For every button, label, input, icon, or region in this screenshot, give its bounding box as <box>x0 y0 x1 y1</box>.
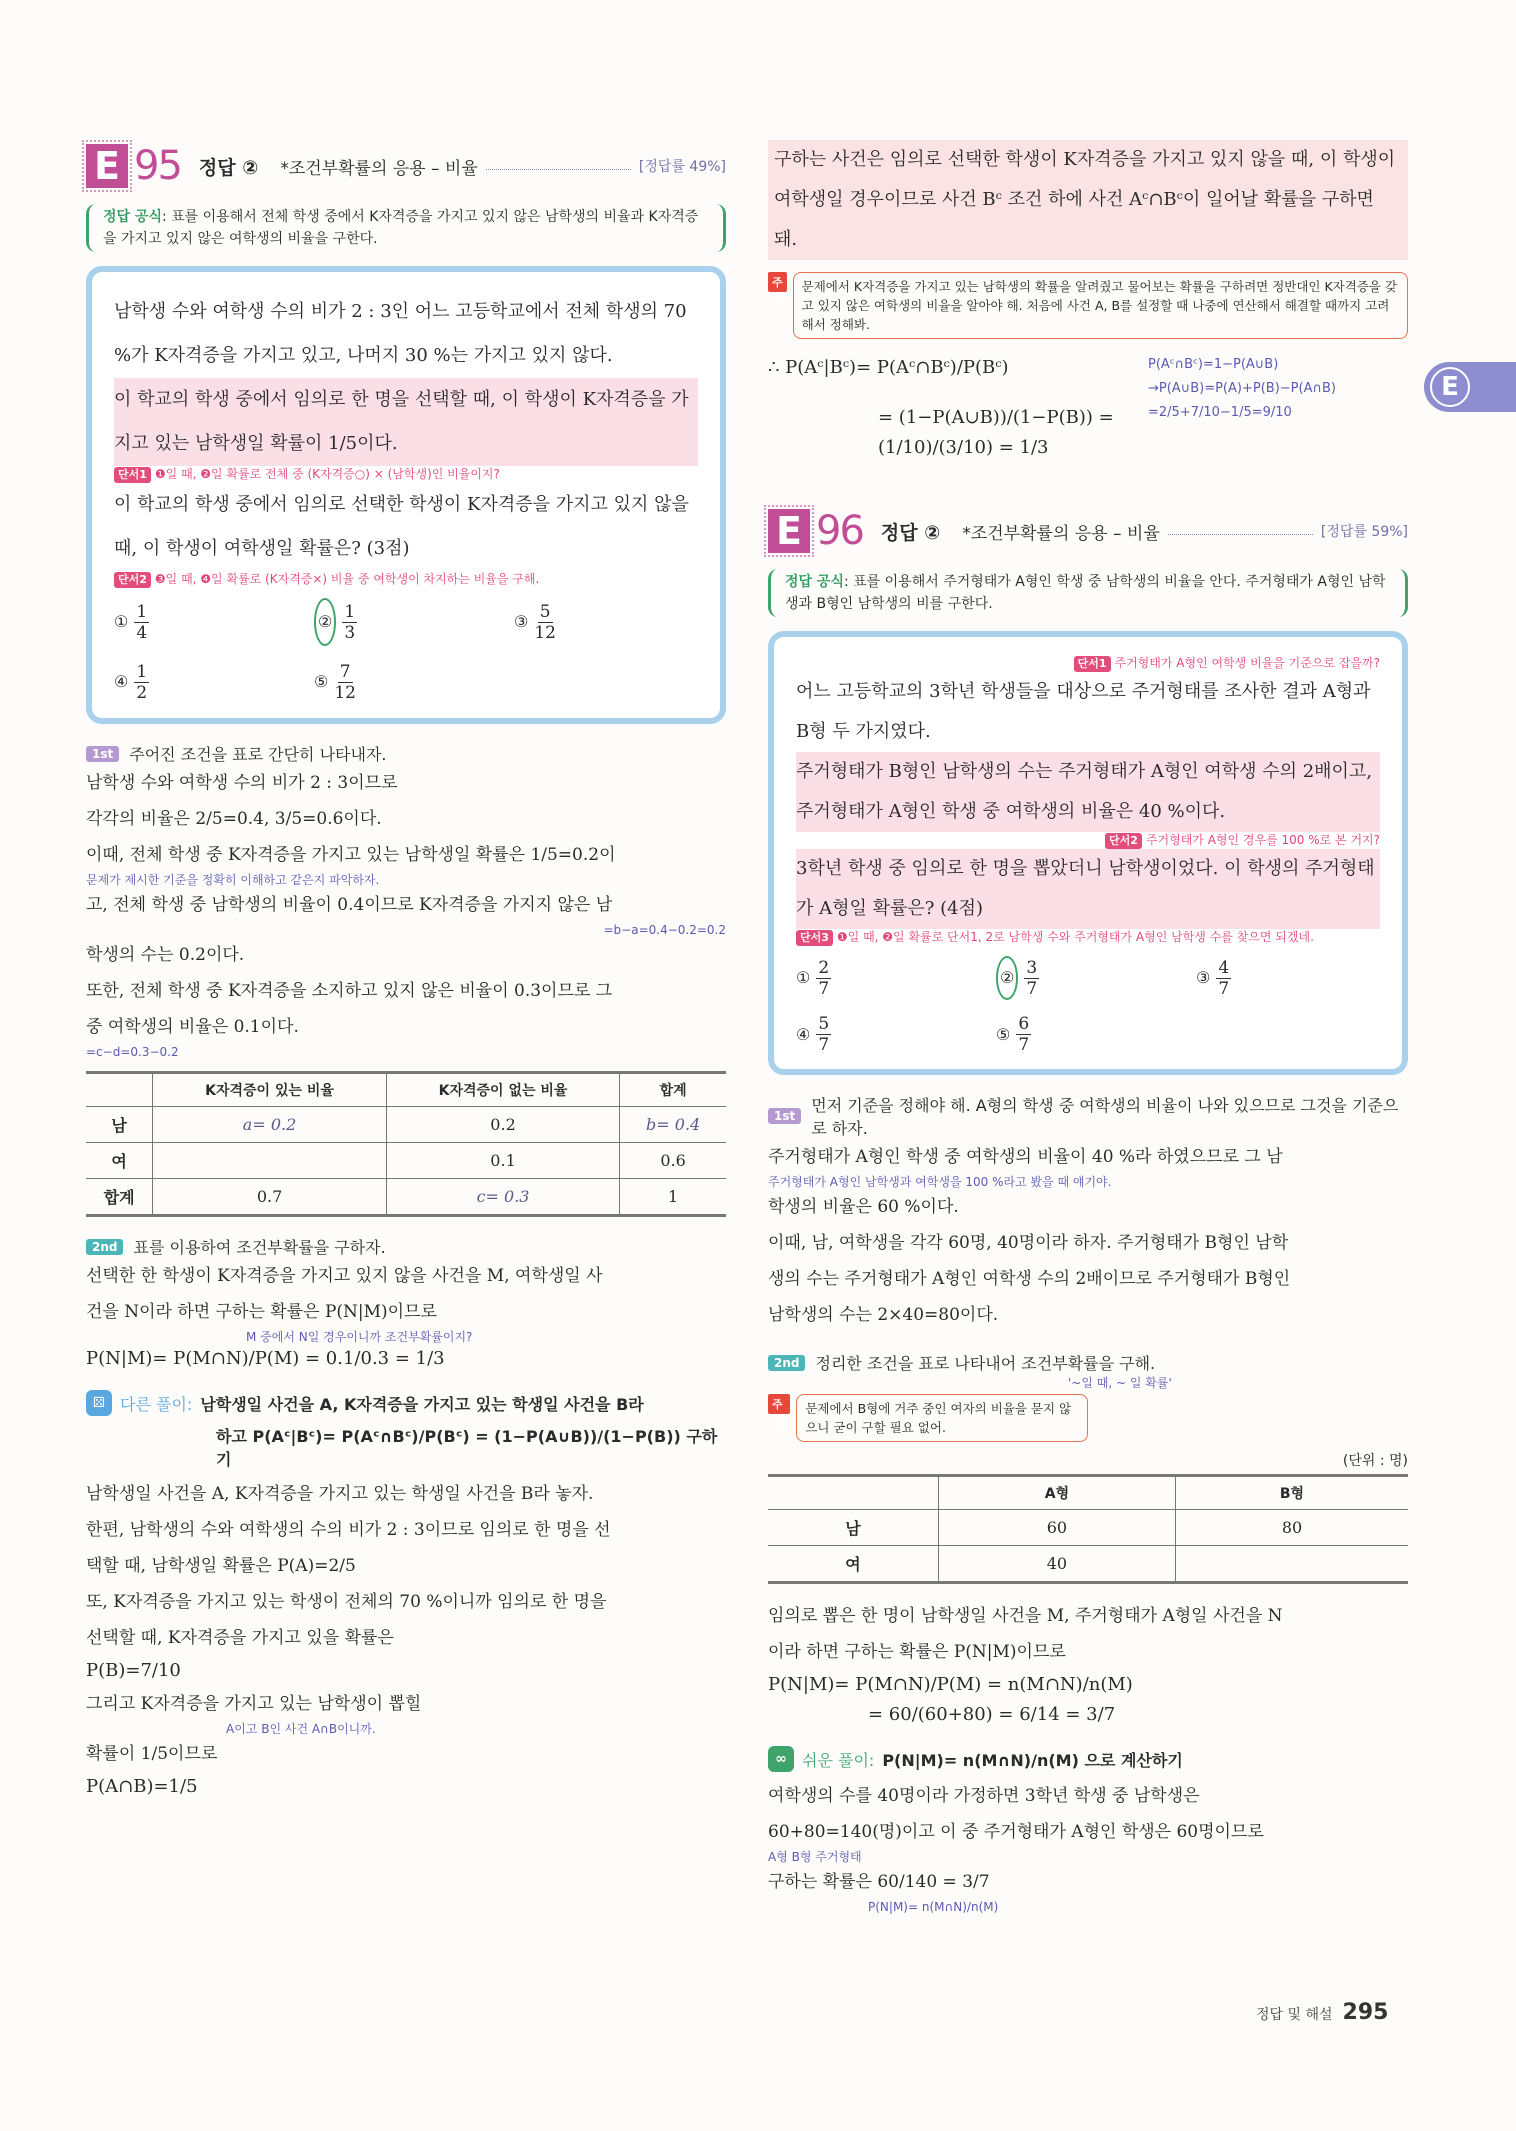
step-title: 먼저 기준을 정해야 해. A형의 학생 중 여학생의 비율이 나와 있으므로 그것을 기준으로 하자. <box>811 1096 1399 1138</box>
easy-title: P(N|M)= n(M∩N)/n(M) 으로 계산하기 <box>882 1750 1183 1770</box>
left-column <box>86 140 726 1802</box>
step-badge: 1st <box>86 746 119 762</box>
answer-label: 정답 ② <box>198 156 259 179</box>
chapter-badge: E <box>86 144 128 188</box>
question-box <box>768 631 1408 1075</box>
question-line-2: 주거형태가 B형인 남학생의 수는 주거형태가 A형인 여학생 수의 2배이고, 주거형태가 A형인 학생 중 여학생의 비율은 40 %이다. <box>796 752 1380 832</box>
question-line-2: 이 학교의 학생 중에서 임의로 한 명을 선택할 때, 이 학생이 K자격증을 가지고 있는 남학생일 확률이 1/5이다. <box>114 378 698 466</box>
unit-label: (단위 : 명) <box>1342 1453 1408 1469</box>
easy-solution-header <box>768 1746 1408 1772</box>
step-title: 주어진 조건을 표로 간단히 나타내자. <box>129 745 387 764</box>
alt-title: 남학생일 사건을 A, K자격증을 가지고 있는 학생일 사건을 B라 <box>200 1394 644 1414</box>
caution-tag: 주의 <box>768 272 787 292</box>
choice-4[interactable]: ④ $\frac{5}{7}$ <box>796 1014 830 1055</box>
hint-2: 단서2 ❸일 때, ❹일 확률로 (K자격증×) 비율 중 여학생이 차지하는 비율을 구해. <box>114 571 698 588</box>
equation: = 60/(60+80) = 6/14 = 3/7 <box>868 1704 1116 1725</box>
step-2-header <box>86 1235 726 1258</box>
question-line-3: 3학년 학생 중 임의로 한 명을 뽑았더니 남학생이었다. 이 학생의 주거형태가 A형일 확률은? (4점) <box>796 849 1380 929</box>
formula-text: : 표를 이용해서 전체 학생 중에서 K자격증을 가지고 있지 않은 남학생의 비율과 K자격증을 가지고 있지 않은 여학생의 비율을 구한다. <box>103 209 699 247</box>
answer-label: 정답 ② <box>880 521 941 544</box>
answer-choices <box>796 956 1380 1055</box>
equation: P(N|M)= P(M∩N)/P(M) = 0.1/0.3 = 1/3 <box>86 1348 445 1369</box>
problem-95-header <box>86 140 726 192</box>
alternative-solution-header <box>86 1390 726 1416</box>
annotation: =b−a=0.4−0.2=0.2 <box>603 923 726 937</box>
question-line-3: 이 학교의 학생 중에서 임의로 선택한 학생이 K자격증을 가지고 있지 않을 때, 이 학생이 여학생일 확률은? (3점) <box>114 494 689 559</box>
alt-label: 다른 풀이: <box>120 1394 193 1414</box>
choice-5[interactable]: ⑤ $\frac{6}{7}$ <box>996 1014 1030 1055</box>
step-2-body: 임의로 뽑은 한 명이 남학생일 사건을 M, 주거형태가 A형일 사건을 N 이라 하면 구하는 확률은 P(N|M)이므로 P(N|M)= P(M∩N)/P(M) = n(M∩N)/n(M) = 60/(60+80) = 6/14 = 3/7 <box>768 1598 1408 1730</box>
question-line-1: 어느 고등학교의 3학년 학생들을 대상으로 주거형태를 조사한 결과 A형과 B형 두 가지였다. <box>796 681 1371 742</box>
annotation: P(N|M)= n(M∩N)/n(M) <box>868 1900 999 1914</box>
choice-4[interactable]: ④ $\frac{1}{2}$ <box>114 661 148 703</box>
hint-3: 단서3 ❶일 때, ❷일 확률로 단서1, 2로 남학생 수와 주거형태가 A형인 남학생 수를 찾으면 되겠네. <box>796 929 1380 946</box>
hint-1: 단서1 ❶일 때, ❷일 확률로 전체 중 (K자격증○) × (남학생)인 비율이지? <box>114 466 698 483</box>
choice-1[interactable]: ① $\frac{2}{7}$ <box>796 957 830 999</box>
table-row: 여 0.1 0.6 <box>86 1143 726 1179</box>
annotation: 주거형태가 A형인 남학생과 여학생을 100 %라고 봤을 때 얘기야. <box>768 1175 1112 1189</box>
choice-2-correct[interactable]: ② $\frac{3}{7}$ <box>996 956 1196 1000</box>
ratio-table: K자격증이 있는 비율 K자격증이 없는 비율 합계 남 a= 0.2 0.2 b= 0.4 여 0.1 0.6 합계 0.7 c= 0.3 1 <box>86 1071 726 1217</box>
hint-1: 단서1 주거형태가 A형인 여학생 비율을 기준으로 잡을까? <box>796 655 1380 672</box>
correct-mark-icon: ② <box>996 956 1018 1000</box>
question-box <box>86 266 726 724</box>
equation: P(N|M)= P(M∩N)/P(M) = n(M∩N)/n(M) <box>768 1674 1133 1695</box>
binoculars-icon: ∞ <box>768 1746 794 1772</box>
annotation: A이고 B인 사건 A∩B이니까. <box>226 1722 376 1736</box>
caution-text: 문제에서 B형에 거주 중인 여자의 비율을 묻지 않으니 굳이 구할 필요 없어. <box>796 1394 1088 1442</box>
correct-rate: [정답률 49%] <box>638 159 726 175</box>
easy-label: 쉬운 풀이: <box>802 1750 875 1770</box>
step-title: 표를 이용하여 조건부확률을 구하자. <box>133 1238 386 1257</box>
table-row: 남 a= 0.2 0.2 b= 0.4 <box>86 1107 726 1143</box>
annotation: A형 B형 주거형태 <box>768 1850 862 1864</box>
annotation: '~일 때, ~ 일 확률' <box>1068 1376 1172 1390</box>
page-footer <box>1256 2000 1388 2025</box>
residence-table: A형 B형 남 60 80 여 40 <box>768 1474 1408 1584</box>
footer-label: 정답 및 해설 <box>1256 2007 1333 2023</box>
chapter-letter: E <box>1430 367 1470 407</box>
choice-3[interactable]: ③ $\frac{4}{7}$ <box>1196 957 1230 999</box>
choice-3[interactable]: ③ $\frac{5}{12}$ <box>514 601 556 643</box>
choice-2-correct[interactable]: ② $\frac{1}{3}$ <box>314 598 514 646</box>
annotation: 문제가 제시한 기준을 정확히 이해하고 같은지 파악하자. <box>86 873 380 887</box>
step-badge: 2nd <box>768 1355 805 1371</box>
problem-number: 95 <box>134 143 181 189</box>
step-badge: 1st <box>768 1108 801 1124</box>
step-1-body: 주거형태가 A형인 학생 중 여학생의 비율이 40 %라 하였으므로 그 남 주거형태가 A형인 남학생과 여학생을 100 %라고 봤을 때 얘기야. 학생의 비율은 60 %이다. 이때, 남, 여학생을 각각 60명, 40명이라 하자. 주거형태가 B형인 남학 생의 수는 주거형태가 A형인 여학생 수의 2배이므로 주거형태가 B형인 남학생의 수는 2×40=80이다. <box>768 1139 1408 1333</box>
hint-tag: 단서2 <box>114 572 151 588</box>
annotation: =c−d=0.3−0.2 <box>86 1045 179 1059</box>
annotation: M 중에서 N일 경우이니까 조건부확률이지? <box>246 1330 473 1344</box>
formula-text: : 표를 이용해서 주거형태가 A형인 학생 중 남학생의 비율을 안다. 주거형태가 A형인 남학생과 B형인 남학생의 비를 구한다. <box>785 574 1386 612</box>
step-title: 정리한 조건을 표로 나타내어 조건부확률을 구해. <box>815 1354 1156 1373</box>
explanation-highlight: 구하는 사건은 임의로 선택한 학생이 K자격증을 가지고 있지 않을 때, 이 학생이 여학생일 경우이므로 사건 Bᶜ 조건 하에 사건 Aᶜ∩Bᶜ이 일어날 확률을 구하면 돼. <box>768 140 1408 260</box>
formula-label: 정답 공식 <box>103 209 162 225</box>
chapter-side-tab <box>1424 362 1516 412</box>
table-row: 합계 0.7 c= 0.3 1 <box>86 1179 726 1216</box>
equation: ∴ P(Aᶜ|Bᶜ)= P(Aᶜ∩Bᶜ)/P(Bᶜ) <box>768 357 1009 378</box>
correct-mark-icon: ② <box>314 598 336 646</box>
equation: = (1−P(A∪B))/(1−P(B)) = (1/10)/(3/10) = 1/3 <box>878 407 1114 458</box>
formula-label: 정답 공식 <box>785 574 844 590</box>
dice-icon: ⚄ <box>86 1390 112 1416</box>
caution-text: 문제에서 K자격증을 가지고 있는 남학생의 확률을 알려줬고 물어보는 확률을 구하려면 정반대인 K자격증을 갖고 있지 않은 여학생의 비율을 알아야 해. 처음에 사건 A, B를 설정할 때 나중에 연산해서 해결할 때까지 고려해서 정해봐. <box>793 272 1408 339</box>
dotted-leader <box>486 169 631 170</box>
caution-note <box>768 272 1408 339</box>
table-row: 여 40 <box>768 1546 1408 1583</box>
problem-number: 96 <box>816 508 863 554</box>
step-2-header <box>768 1351 1408 1374</box>
choice-5[interactable]: ⑤ $\frac{7}{12}$ <box>314 661 356 703</box>
easy-solution-body: 여학생의 수를 40명이라 가정하면 3학년 학생 중 남학생은 60+80=140(명)이고 이 중 주거형태가 A형인 학생은 60명이므로 A형 B형 주거형태 구하는 확률은 60/140 = 3/7 P(N|M)= n(M∩N)/n(M) <box>768 1778 1408 1914</box>
chapter-badge: E <box>768 509 810 553</box>
alt-title-2: 하고 P(Aᶜ|Bᶜ)= P(Aᶜ∩Bᶜ)/P(Bᶜ) = (1−P(A∪B))/(1−P(B)) 구하기 <box>216 1427 718 1469</box>
alt-solution-body: 남학생일 사건을 A, K자격증을 가지고 있는 학생일 사건을 B라 놓자. 한편, 남학생의 수와 여학생의 수의 비가 2 : 3이므로 임의로 한 명을 선 택할 때, 남학생일 확률은 P(A)=2/5 또, K자격증을 가지고 있는 학생이 전체의 70 %이니까 임의로 한 명을 선택할 때, K자격증을 가지고 있을 확률은 P(B)=7/10 그리고 K자격증을 가지고 있는 남학생이 뽑힐 A이고 B인 사건 A∩B이니까. 확률이 1/5이므로 P(A∩B)=1/5 <box>86 1476 726 1802</box>
step-1-header <box>86 742 726 765</box>
step-1-body: 남학생 수와 여학생 수의 비가 2 : 3이므로 각각의 비율은 2/5=0.4, 3/5=0.6이다. 이때, 전체 학생 중 K자격증을 가지고 있는 남학생일 확률은 1/5=0.2이 문제가 제시한 기준을 정확히 이해하고 같은지 파악하자. 고, 전체 학생 중 남학생의 비율이 0.4이므로 K자격증을 가지지 않은 남 =b−a=0.4−0.2=0.2 학생의 수는 0.2이다. 또한, 전체 학생 중 K자격증을 소지하고 있지 않은 비율이 0.3이므로 그 중 여학생의 비율은 0.1이다. =c−d=0.3−0.2 <box>86 773 726 1059</box>
problem-96-header <box>768 505 1408 557</box>
right-column <box>768 140 1408 1914</box>
caution-tag: 주의 <box>768 1394 790 1414</box>
answer-choices <box>114 598 698 704</box>
step-1-header <box>768 1093 1408 1139</box>
answer-formula-box <box>86 204 726 252</box>
caution-note <box>768 1394 1088 1442</box>
correct-rate: [정답률 59%] <box>1320 524 1408 540</box>
choice-1[interactable]: ① $\frac{1}{4}$ <box>114 601 148 643</box>
hint-2: 단서2 주거형태가 A형인 경우를 100 %로 본 거지? <box>796 832 1380 849</box>
topic-label: *조건부확률의 응용 – 비율 <box>280 158 478 179</box>
topic-label: *조건부확률의 응용 – 비율 <box>962 523 1160 544</box>
step-badge: 2nd <box>86 1239 123 1255</box>
step-2-body: 선택한 한 학생이 K자격증을 가지고 있지 않을 사건을 M, 여학생일 사 건을 N이라 하면 구하는 확률은 P(N|M)이므로 M 중에서 N일 경우이니까 조건부확률이지? P(N|M)= P(M∩N)/P(M) = 0.1/0.3 = 1/3 <box>86 1258 726 1374</box>
question-line-1: 남학생 수와 여학생 수의 비가 2 : 3인 어느 고등학교에서 전체 학생의 70 %가 K자격증을 가지고 있고, 나머지 30 %는 가지고 있지 않다. <box>114 301 687 366</box>
hint-tag: 단서1 <box>114 467 151 483</box>
final-equation-block: ∴ P(Aᶜ|Bᶜ)= P(Aᶜ∩Bᶜ)/P(Bᶜ) = (1−P(A∪B))/(1−P(B)) = (1/10)/(3/10) = 1/3 P(Aᶜ∩Bᶜ)=1−P(A∪B) →P(A∪B)=P(A)+P(B)−P(A∩B) =2/5+7/10−1/5=9/10 <box>768 353 1408 463</box>
table-row: 남 60 80 <box>768 1510 1408 1546</box>
answer-formula-box <box>768 569 1408 617</box>
page-number: 295 <box>1342 2000 1389 2025</box>
dotted-leader <box>1168 534 1313 535</box>
